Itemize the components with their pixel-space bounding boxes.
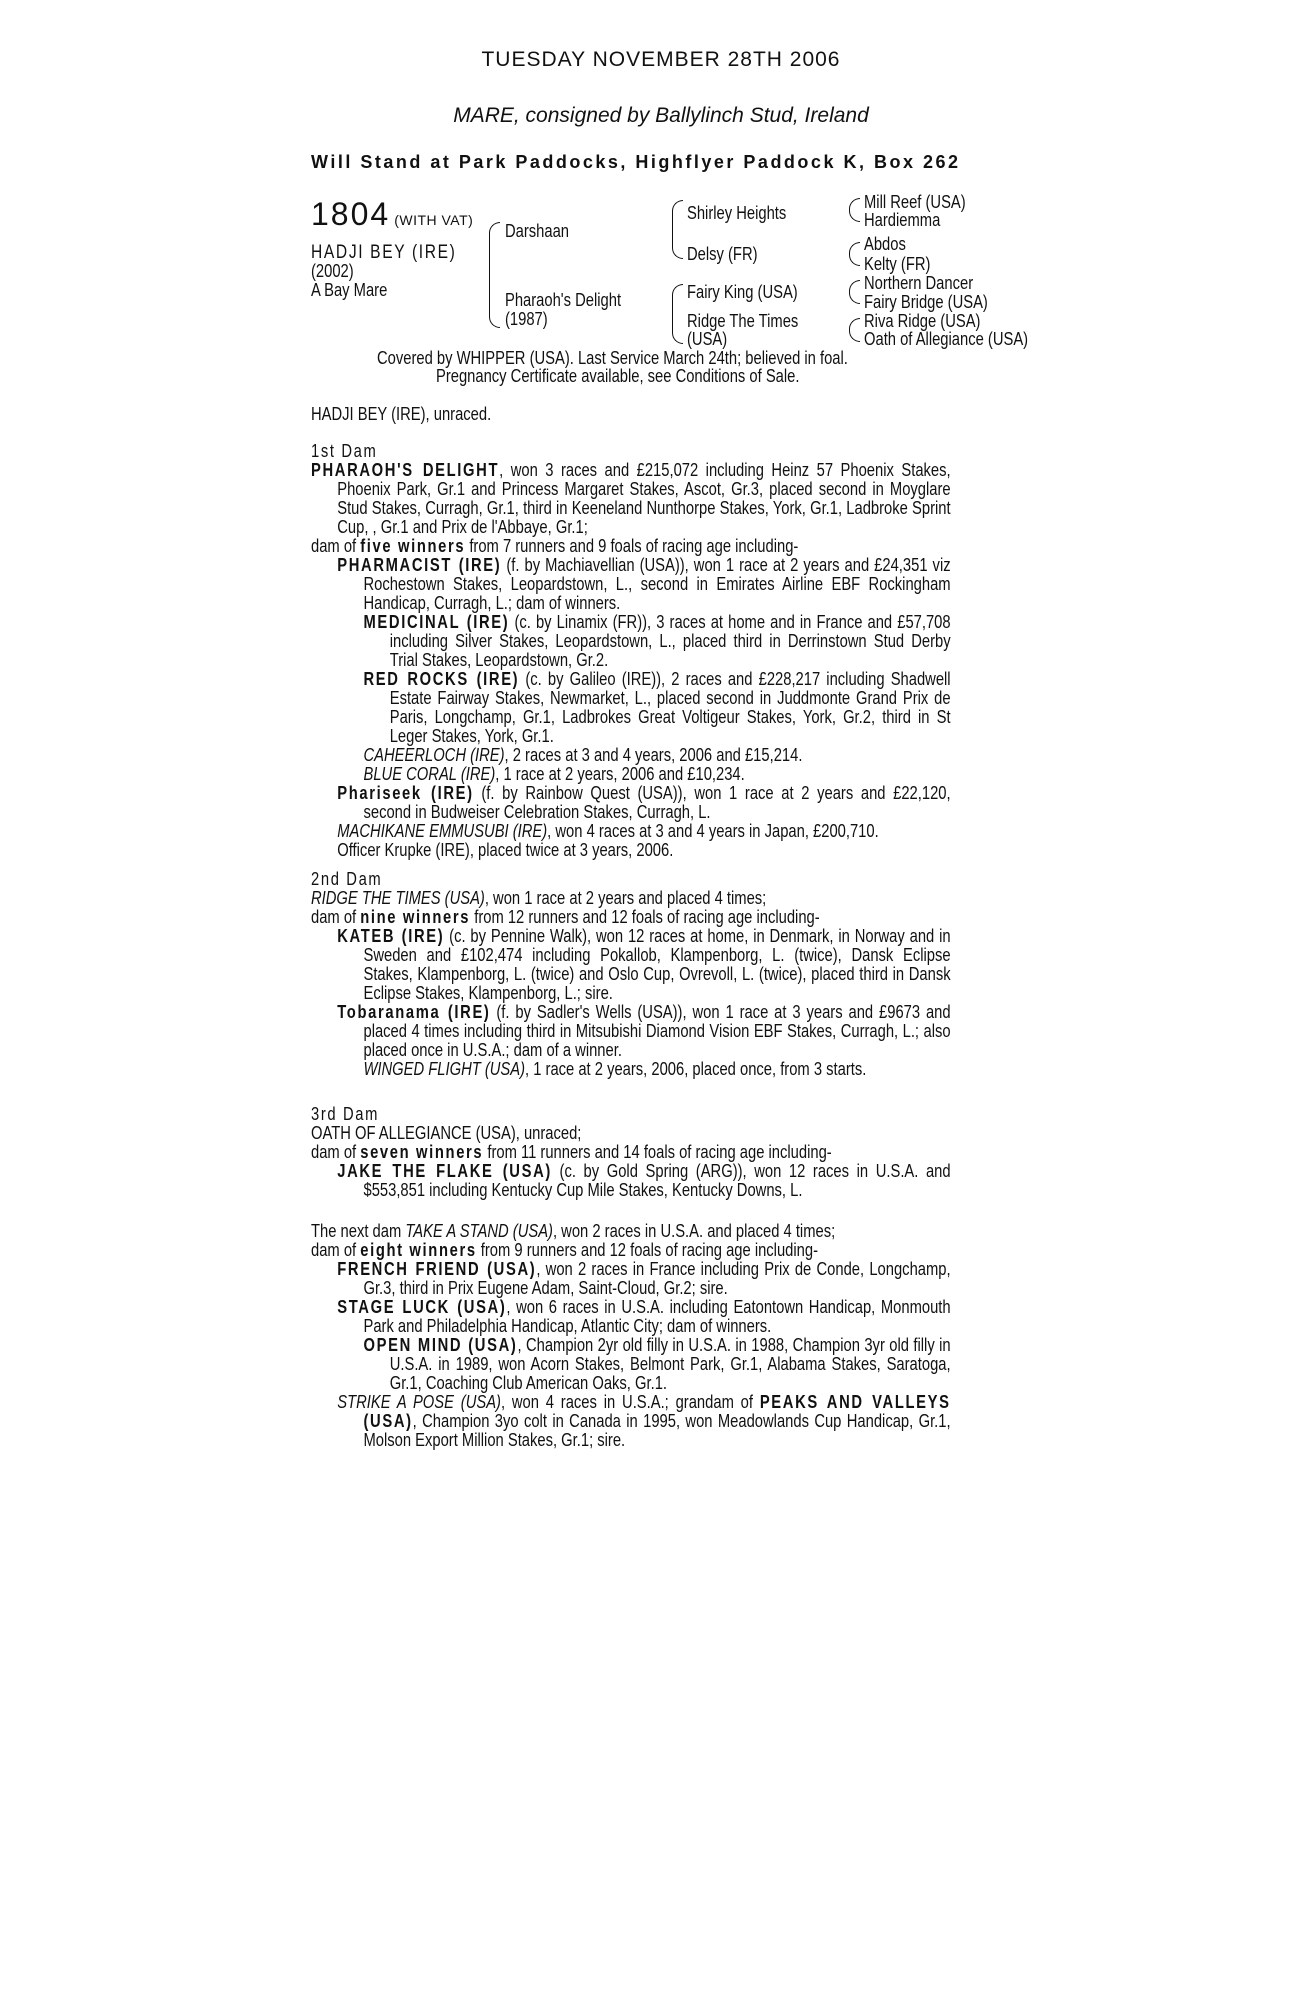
produce-name: Phariseek (IRE) <box>337 783 474 803</box>
produce-name: STRIKE A POSE (USA) <box>337 1392 501 1412</box>
produce-text: (c. by Linamix (FR)), 3 races at home and in France and £57,708 including Silver Stakes, Leopardstown, L., placed third in Derrinstown Stud Derby Trial Stakes, Leopardstown, Gr.2. <box>389 612 951 670</box>
produce-entry <box>337 1003 950 1060</box>
text: dam of <box>311 1142 361 1162</box>
produce-entry <box>337 1260 950 1298</box>
produce-text: (f. by Rainbow Quest (USA)), won 1 race at 2 years and £22,120, second in Budweiser Celebration Stakes, Curragh, L. <box>363 783 951 822</box>
produce-text: , Champion 3yo colt in Canada in 1995, won Meadowlands Cup Handicap, Gr.1, Molson Export Million Stakes, Gr.1; sire. <box>363 1411 951 1450</box>
vat-note: (WITH VAT) <box>394 212 474 228</box>
consignment-line: MARE, consigned by Ballylinch Stud, Ireland <box>453 104 869 127</box>
produce-name: RED ROCKS (IRE) <box>363 669 520 689</box>
produce-name: MACHIKANE EMMUSUBI (IRE) <box>337 821 548 841</box>
lot-heading <box>311 196 473 233</box>
second-dam-heading: 2nd Dam <box>311 869 383 889</box>
produce-name: STAGE LUCK (USA) <box>337 1297 507 1317</box>
produce-text: , won 2 races in France including Prix de Conde, Longchamp, Gr.3, third in Prix Eugene Adam, Saint-Cloud, Gr.2; sire. <box>363 1259 951 1298</box>
produce-name: MEDICINAL (IRE) <box>363 612 510 632</box>
pedigree-sire: Darshaan <box>505 221 569 241</box>
produce-name: PEAKS AND VALLEYS (USA) <box>363 1392 951 1431</box>
horse-description: A Bay Mare <box>311 280 388 300</box>
pedigree-sss: Mill Reef (USA) <box>864 192 966 212</box>
pedigree-brace-1 <box>489 222 500 328</box>
winners-count: five winners <box>360 536 466 556</box>
produce-entry <box>337 1393 950 1450</box>
pedigree-dsd: Fairy Bridge (USA) <box>864 292 988 312</box>
produce-entry <box>337 822 950 841</box>
winners-count: seven winners <box>360 1142 484 1162</box>
produce-name: FRENCH FRIEND (USA) <box>337 1259 537 1279</box>
pedigree-dds: Riva Ridge (USA) <box>864 311 981 331</box>
fourth-dam-produce-summary <box>311 1241 951 1260</box>
produce-name: WINGED FLIGHT (USA) <box>363 1059 526 1079</box>
produce-entry <box>363 765 950 784</box>
pedigree-ddd: Oath of Allegiance (USA) <box>864 329 1029 349</box>
stand-location: Will Stand at Park Paddocks, Highflyer Paddock K, Box 262 <box>311 152 961 172</box>
produce-text: , won 4 races in U.S.A.; grandam of <box>500 1392 760 1412</box>
produce-entry <box>363 746 950 765</box>
sale-date: TUESDAY NOVEMBER 28TH 2006 <box>481 48 841 71</box>
produce-name: CAHEERLOCH (IRE) <box>363 745 505 765</box>
produce-entry <box>337 841 950 860</box>
text: dam of <box>311 1240 361 1260</box>
third-dam-produce-summary <box>311 1143 951 1162</box>
pedigree-brace-2 <box>672 200 683 259</box>
horse-name: HADJI BEY (IRE) <box>311 242 457 263</box>
produce-entry <box>337 784 950 822</box>
pedigree-ssd: Hardiemma <box>864 210 941 230</box>
text: from 7 runners and 9 foals of racing age including- <box>465 536 799 556</box>
unraced-line: HADJI BEY (IRE), unraced. <box>311 404 492 424</box>
produce-name: JAKE THE FLAKE (USA) <box>337 1161 552 1181</box>
text: dam of <box>311 907 361 927</box>
pedigree-dam-2: (1987) <box>505 309 548 329</box>
produce-text: (c. by Pennine Walk), won 12 races at home, in Denmark, in Norway and in Sweden and £102,474 including Pokallob, Klampenborg, L. (twice), Dansk Eclipse Stakes, Klampenborg, L. (twice) and Oslo Cup, Ovrevoll, L. (twice), placed third in Dansk Eclipse Stakes, Klampenborg, L.; sire. <box>363 926 951 1003</box>
produce-text: , won 6 races in U.S.A. including Eatontown Handicap, Monmouth Park and Philadelphia Handicap, Atlantic City; dam of winners. <box>363 1297 951 1336</box>
horse-year: (2002) <box>311 261 354 281</box>
pedigree-dd-2: (USA) <box>687 329 728 349</box>
produce-text: , won 4 races at 3 and 4 years in Japan, £200,710. <box>547 821 879 841</box>
produce-name: BLUE CORAL (IRE) <box>363 764 496 784</box>
produce-text: (f. by Machiavellian (USA)), won 1 race at 2 years and £24,351 viz Rochestown Stakes, Leopardstown, L., second in Emirates Airline EBF Rockingham Handicap, Curragh, L.; dam of winners. <box>363 555 951 613</box>
text: from 12 runners and 12 foals of racing age including- <box>470 907 820 927</box>
produce-entry <box>363 1060 950 1079</box>
produce-text: (c. by Gold Spring (ARG)), won 12 races in U.S.A. and $553,851 including Kentucky Cup Mile Stakes, Kentucky Downs, L. <box>363 1161 951 1200</box>
second-dam-section <box>311 870 951 1079</box>
produce-entry <box>337 927 950 1003</box>
fourth-dam-section <box>311 1222 951 1450</box>
produce-name: Tobaranama (IRE) <box>337 1002 491 1022</box>
first-dam-text: , won 3 races and £215,072 including Heinz 57 Phoenix Stakes, Phoenix Park, Gr.1 and Princess Margaret Stakes, Ascot, Gr.3, placed second in Moyglare Stud Stakes, Curragh, Gr.1, third in Keeneland Nunthorpe Stakes, York, Gr.1, Ladbroke Sprint Cup, , Gr.1 and Prix de l'Abbaye, Gr.1; <box>337 460 951 537</box>
produce-name: PHARMACIST (IRE) <box>337 555 502 575</box>
covered-line-1: Covered by WHIPPER (USA). Last Service March 24th; believed in foal. <box>377 348 848 368</box>
produce-entry <box>363 1336 950 1393</box>
text: The next dam <box>311 1221 406 1241</box>
produce-text: (c. by Galileo (IRE)), 2 races and £228,217 including Shadwell Estate Fairway Stakes, Newmarket, L., placed second in Juddmonte Grand Prix de Paris, Longchamp, Gr.1, Ladbrokes Great Voltigeur Stakes, York, Gr.2, third in St Leger Stakes, York, Gr.1. <box>389 669 951 746</box>
produce-text: , 2 races at 3 and 4 years, 2006 and £15,214. <box>504 745 803 765</box>
produce-entry <box>337 556 950 613</box>
produce-entry <box>363 613 950 670</box>
produce-text: , 1 race at 2 years, 2006, placed once, from 3 starts. <box>525 1059 867 1079</box>
pedigree-ss: Shirley Heights <box>687 203 787 223</box>
covered-line-2: Pregnancy Certificate available, see Conditions of Sale. <box>436 366 800 386</box>
first-dam-produce-summary <box>311 537 951 556</box>
winners-count: nine winners <box>360 907 471 927</box>
pedigree-brace-7 <box>849 318 860 342</box>
pedigree-sd: Delsy (FR) <box>687 244 758 264</box>
first-dam-name: PHARAOH'S DELIGHT <box>311 460 500 480</box>
pedigree-sdd: Kelty (FR) <box>864 254 931 274</box>
text: from 9 runners and 12 foals of racing age including- <box>476 1240 819 1260</box>
first-dam-record <box>311 461 951 537</box>
fourth-dam-name: TAKE A STAND (USA) <box>405 1221 553 1241</box>
third-dam-section <box>311 1105 951 1200</box>
produce-text: , 1 race at 2 years, 2006 and £10,234. <box>495 764 745 784</box>
pedigree-dam-1: Pharaoh's Delight <box>505 290 622 310</box>
produce-text: Officer Krupke (IRE), placed twice at 3 years, 2006. <box>337 840 674 860</box>
produce-name: KATEB (IRE) <box>337 926 445 946</box>
produce-text: (f. by Sadler's Wells (USA)), won 1 race at 3 years and £9673 and placed 4 times including third in Mitsubishi Diamond Vision EBF Stakes, Curragh, L.; also placed once in U.S.A.; dam of a winner. <box>363 1002 951 1060</box>
third-dam-heading: 3rd Dam <box>311 1104 380 1124</box>
produce-name: OPEN MIND (USA) <box>363 1335 518 1355</box>
pedigree-dd-1: Ridge The Times <box>687 311 799 331</box>
pedigree-sds: Abdos <box>864 234 906 254</box>
first-dam-heading: 1st Dam <box>311 441 378 461</box>
produce-entry <box>363 670 950 746</box>
second-dam-produce-summary <box>311 908 951 927</box>
first-dam-section <box>311 442 951 860</box>
produce-entry <box>337 1298 950 1336</box>
fourth-dam-record <box>311 1222 951 1241</box>
text: dam of <box>311 536 361 556</box>
produce-text: , Champion 2yr old filly in U.S.A. in 1988, Champion 3yr old filly in U.S.A. in 1989, won Acorn Stakes, Belmont Park, Gr.1, Alabama Stakes, Saratoga, Gr.1, Coaching Club American Oaks, Gr.1. <box>389 1335 951 1393</box>
pedigree-brace-5 <box>849 242 860 266</box>
third-dam-record: OATH OF ALLEGIANCE (USA), unraced; <box>311 1123 582 1143</box>
second-dam-text: , won 1 race at 2 years and placed 4 times; <box>484 888 767 908</box>
pedigree-ds: Fairy King (USA) <box>687 282 798 302</box>
pedigree-brace-6 <box>849 280 860 304</box>
pedigree-brace-3 <box>672 284 683 344</box>
lot-number: 1804 <box>311 196 391 232</box>
winners-count: eight winners <box>360 1240 477 1260</box>
second-dam-record <box>311 889 951 908</box>
produce-entry <box>337 1162 950 1200</box>
pedigree-brace-4 <box>849 198 860 222</box>
second-dam-name: RIDGE THE TIMES (USA) <box>311 888 485 908</box>
text: from 11 runners and 14 foals of racing age including- <box>483 1142 832 1162</box>
pedigree-dss: Northern Dancer <box>864 273 974 293</box>
text: , won 2 races in U.S.A. and placed 4 times; <box>552 1221 836 1241</box>
